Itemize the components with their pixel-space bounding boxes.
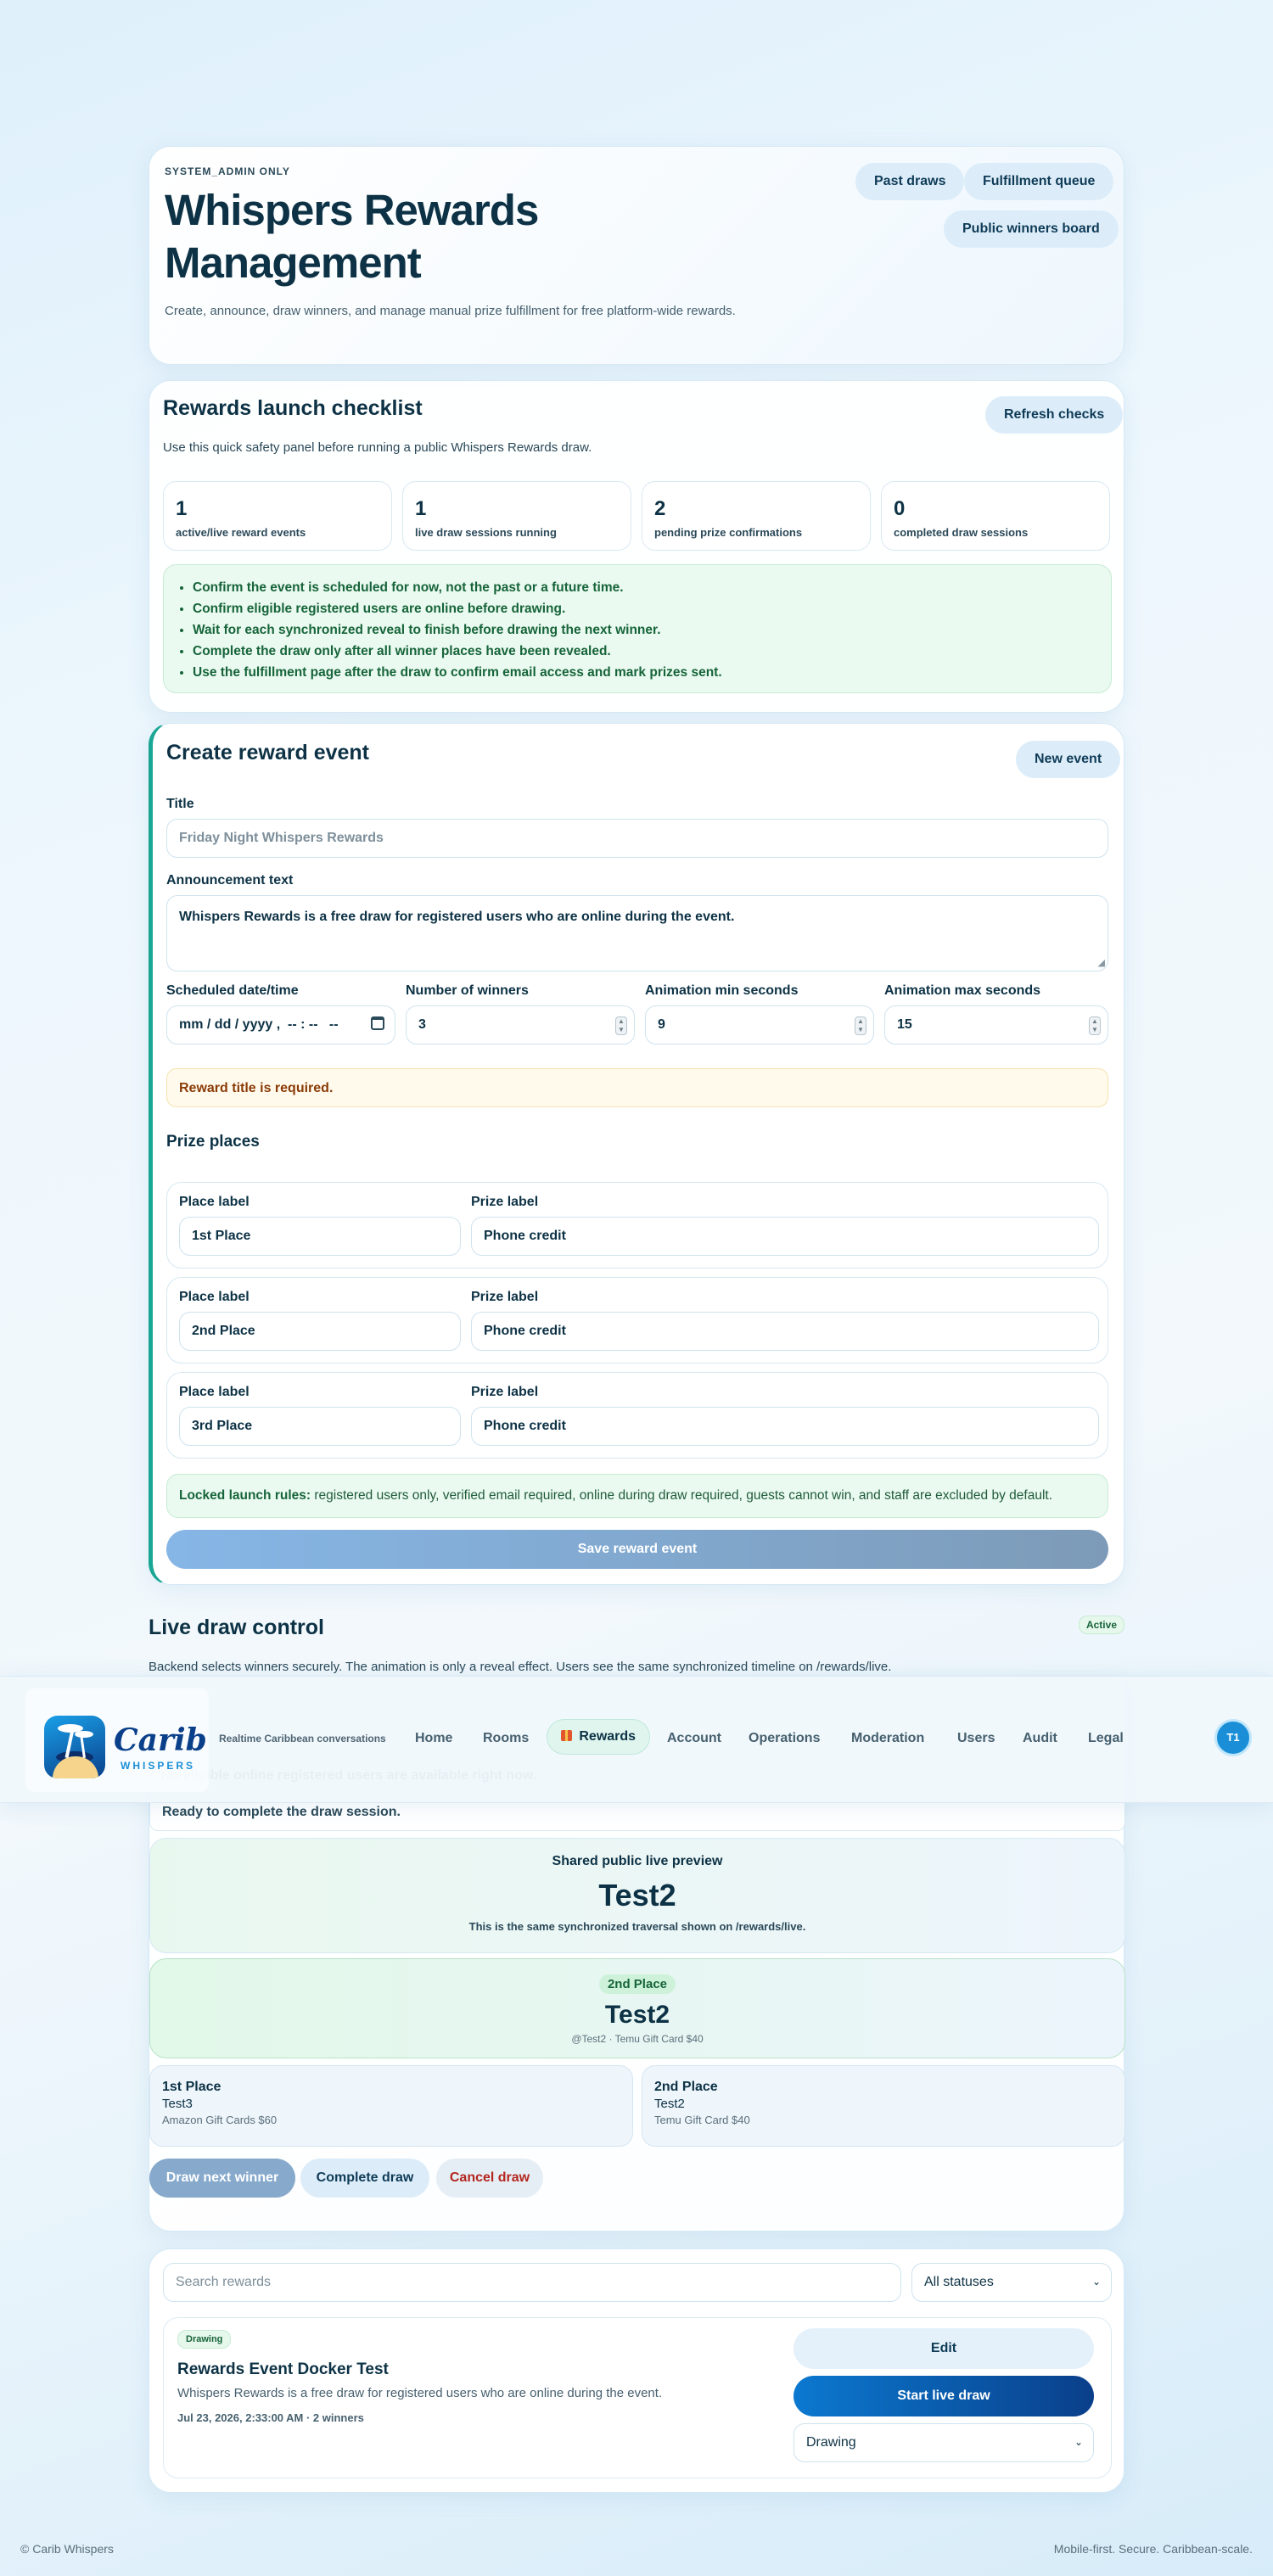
create-event-card (149, 723, 1124, 1585)
place-label-input[interactable]: 1st Place (179, 1217, 461, 1256)
error-alert: Reward title is required. (166, 1068, 1108, 1107)
public-winners-board-button[interactable]: Public winners board (944, 210, 1119, 248)
event-row (163, 2317, 1112, 2478)
prize-label-caption: Prize label (471, 1195, 539, 1209)
anim-max-label: Animation max seconds (884, 983, 1041, 998)
prize-label-caption: Prize label (471, 1385, 539, 1399)
brand-block[interactable] (25, 1688, 209, 1792)
current-winner-name: Test2 (604, 2001, 670, 2029)
nav-item-moderation[interactable]: Moderation (851, 1731, 925, 1745)
chevron-down-icon: ⌄ (1074, 2436, 1083, 2448)
live-draw-description: Backend selects winners securely. The animation is only a reveal effect. Users see the same synchronized timeline on /rewards/live. (149, 1660, 892, 1674)
checklist-item: • Confirm eligible registered users are online before drawing. (193, 598, 1097, 619)
title-label: Title (166, 797, 194, 811)
create-event-title: Create reward event (166, 741, 370, 764)
preview-note: This is the same synchronized traversal shown on /rewards/live. (468, 1920, 806, 1933)
winner-card: 1st Place Test3 Amazon Gift Cards $60 (149, 2065, 633, 2147)
prize-place-row (166, 1372, 1108, 1459)
current-winner-meta: @Test2 · Temu Gift Card $40 (571, 2033, 704, 2045)
checklist-item: • Use the fulfillment page after the draw to confirm email access and mark prizes sent. (193, 662, 1097, 683)
stat-pending-confirmations: 2 pending prize confirmations (642, 481, 871, 551)
start-live-draw-button[interactable]: Start live draw (794, 2376, 1094, 2416)
scheduled-datetime-input[interactable]: mm / dd / yyyy , -- : -- -- (166, 1005, 395, 1044)
event-title: Rewards Event Docker Test (177, 2360, 389, 2378)
event-status-badge: Drawing (177, 2330, 231, 2349)
checklist-stats (163, 481, 1112, 551)
draw-next-winner-button[interactable]: Draw next winner (149, 2159, 295, 2198)
footer-left: © Carib Whispers (20, 2542, 114, 2556)
announcement-label: Announcement text (166, 873, 294, 888)
checklist-item: • Wait for each synchronized reveal to finish before drawing the next winner. (193, 619, 1097, 641)
nav-item-account[interactable]: Account (667, 1731, 721, 1745)
page-description: Create, announce, draw winners, and manage manual prize fulfillment for free platform-wide rewards. (165, 304, 736, 318)
search-input[interactable]: Search rewards (163, 2263, 901, 2302)
footer-right: Mobile-first. Secure. Caribbean-scale. (1053, 2542, 1253, 2556)
status-filter-select[interactable]: All statuses ⌄ (911, 2263, 1112, 2302)
save-reward-event-button[interactable]: Save reward event (166, 1530, 1108, 1569)
preview-title: Shared public live preview (552, 1854, 723, 1868)
past-draws-button[interactable]: Past draws (855, 163, 964, 200)
page-title: Whispers Rewards Management (165, 186, 539, 287)
place-label-caption: Place label (179, 1195, 250, 1209)
place-label-caption: Place label (179, 1290, 250, 1304)
calendar-icon[interactable] (371, 1016, 384, 1030)
nav-item-rewards[interactable]: Rewards (547, 1719, 650, 1755)
checklist-subtitle: Use this quick safety panel before running a public Whispers Rewards draw. (163, 440, 592, 455)
ready-status: Ready to complete the draw session. (149, 1792, 1125, 1831)
anim-max-input[interactable]: 15 ▲ ▼ (884, 1005, 1108, 1044)
title-input[interactable]: Friday Night Whispers Rewards (166, 819, 1108, 858)
logo-subtext: WHISPERS (121, 1760, 196, 1772)
chevron-down-icon: ⌄ (1091, 2276, 1101, 2288)
checklist-items (163, 564, 1112, 693)
anim-min-label: Animation min seconds (645, 983, 799, 998)
cancel-draw-button[interactable]: Cancel draw (436, 2159, 543, 2198)
nav-item-legal[interactable]: Legal (1088, 1731, 1124, 1745)
checklist-title: Rewards launch checklist (163, 396, 423, 420)
refresh-checks-button[interactable]: Refresh checks (985, 396, 1123, 434)
stat-completed-sessions: 0 completed draw sessions (881, 481, 1110, 551)
event-meta: Jul 23, 2026, 2:33:00 AM · 2 winners (177, 2411, 364, 2424)
fulfillment-queue-button[interactable]: Fulfillment queue (964, 163, 1113, 200)
nav-item-home[interactable]: Home (415, 1731, 453, 1745)
prize-label-input[interactable]: Phone credit (471, 1407, 1099, 1446)
top-nav (0, 1676, 1273, 1803)
current-winner-card (149, 1958, 1125, 2058)
stepper-icon[interactable]: ▲ ▼ (615, 1016, 627, 1035)
nav-item-operations[interactable]: Operations (749, 1731, 821, 1745)
prize-place-row (166, 1182, 1108, 1268)
gift-icon (561, 1730, 572, 1741)
checklist-item: • Complete the draw only after all winner places have been revealed. (193, 641, 1097, 662)
place-label-input[interactable]: 2nd Place (179, 1312, 461, 1351)
winners-label: Number of winners (406, 983, 529, 998)
stat-live-sessions: 1 live draw sessions running (402, 481, 631, 551)
logo-wordmark: Carib (114, 1722, 207, 1758)
prize-place-row (166, 1277, 1108, 1364)
nav-item-audit[interactable]: Audit (1023, 1731, 1057, 1745)
event-description: Whispers Rewards is a free draw for registered users who are online during the event. (177, 2386, 663, 2400)
tagline: Realtime Caribbean conversations (219, 1733, 386, 1744)
announcement-textarea[interactable]: Whispers Rewards is a free draw for registered users who are online during the event. ◢ (166, 895, 1108, 972)
status-badge: Active (1079, 1616, 1124, 1634)
prize-label-caption: Prize label (471, 1290, 539, 1304)
new-event-button[interactable]: New event (1016, 741, 1120, 778)
palm-logo-icon (44, 1716, 105, 1778)
winners-count-input[interactable]: 3 ▲ ▼ (406, 1005, 635, 1044)
live-draw-title: Live draw control (149, 1616, 324, 1639)
shared-live-preview (149, 1838, 1125, 1953)
winner-card: 2nd Place Test2 Temu Gift Card $40 (642, 2065, 1125, 2147)
current-place-badge: 2nd Place (599, 1974, 676, 1994)
launch-checklist-card (149, 380, 1124, 713)
stepper-icon[interactable]: ▲ ▼ (1089, 1016, 1101, 1035)
stepper-icon[interactable]: ▲ ▼ (855, 1016, 866, 1035)
role-eyebrow: SYSTEM_ADMIN ONLY (165, 165, 290, 177)
nav-item-users[interactable]: Users (957, 1731, 995, 1745)
anim-min-input[interactable]: 9 ▲ ▼ (645, 1005, 874, 1044)
nav-item-rooms[interactable]: Rooms (483, 1731, 530, 1745)
prize-label-input[interactable]: Phone credit (471, 1312, 1099, 1351)
scheduled-label: Scheduled date/time (166, 983, 299, 998)
edit-button[interactable]: Edit (794, 2328, 1094, 2369)
header-card (149, 146, 1124, 365)
events-list-card (149, 2248, 1124, 2493)
checklist-item: • Confirm the event is scheduled for now, not the past or a future time. (193, 577, 1097, 598)
stat-active-events: 1 active/live reward events (163, 481, 392, 551)
event-status-select[interactable]: Drawing ⌄ (794, 2423, 1094, 2462)
locked-rules-note: Locked launch rules: registered users only, verified email required, online during draw required, guests cannot win, and staff are excluded by default. (166, 1474, 1108, 1518)
place-label-caption: Place label (179, 1385, 250, 1399)
prize-label-input[interactable]: Phone credit (471, 1217, 1099, 1256)
resize-handle-icon[interactable]: ◢ (1097, 958, 1105, 968)
prize-places-title: Prize places (166, 1133, 260, 1151)
place-label-input[interactable]: 3rd Place (179, 1407, 461, 1446)
complete-draw-button[interactable]: Complete draw (300, 2159, 429, 2198)
avatar[interactable]: T1 (1214, 1719, 1252, 1756)
preview-name: Test2 (598, 1878, 676, 1912)
